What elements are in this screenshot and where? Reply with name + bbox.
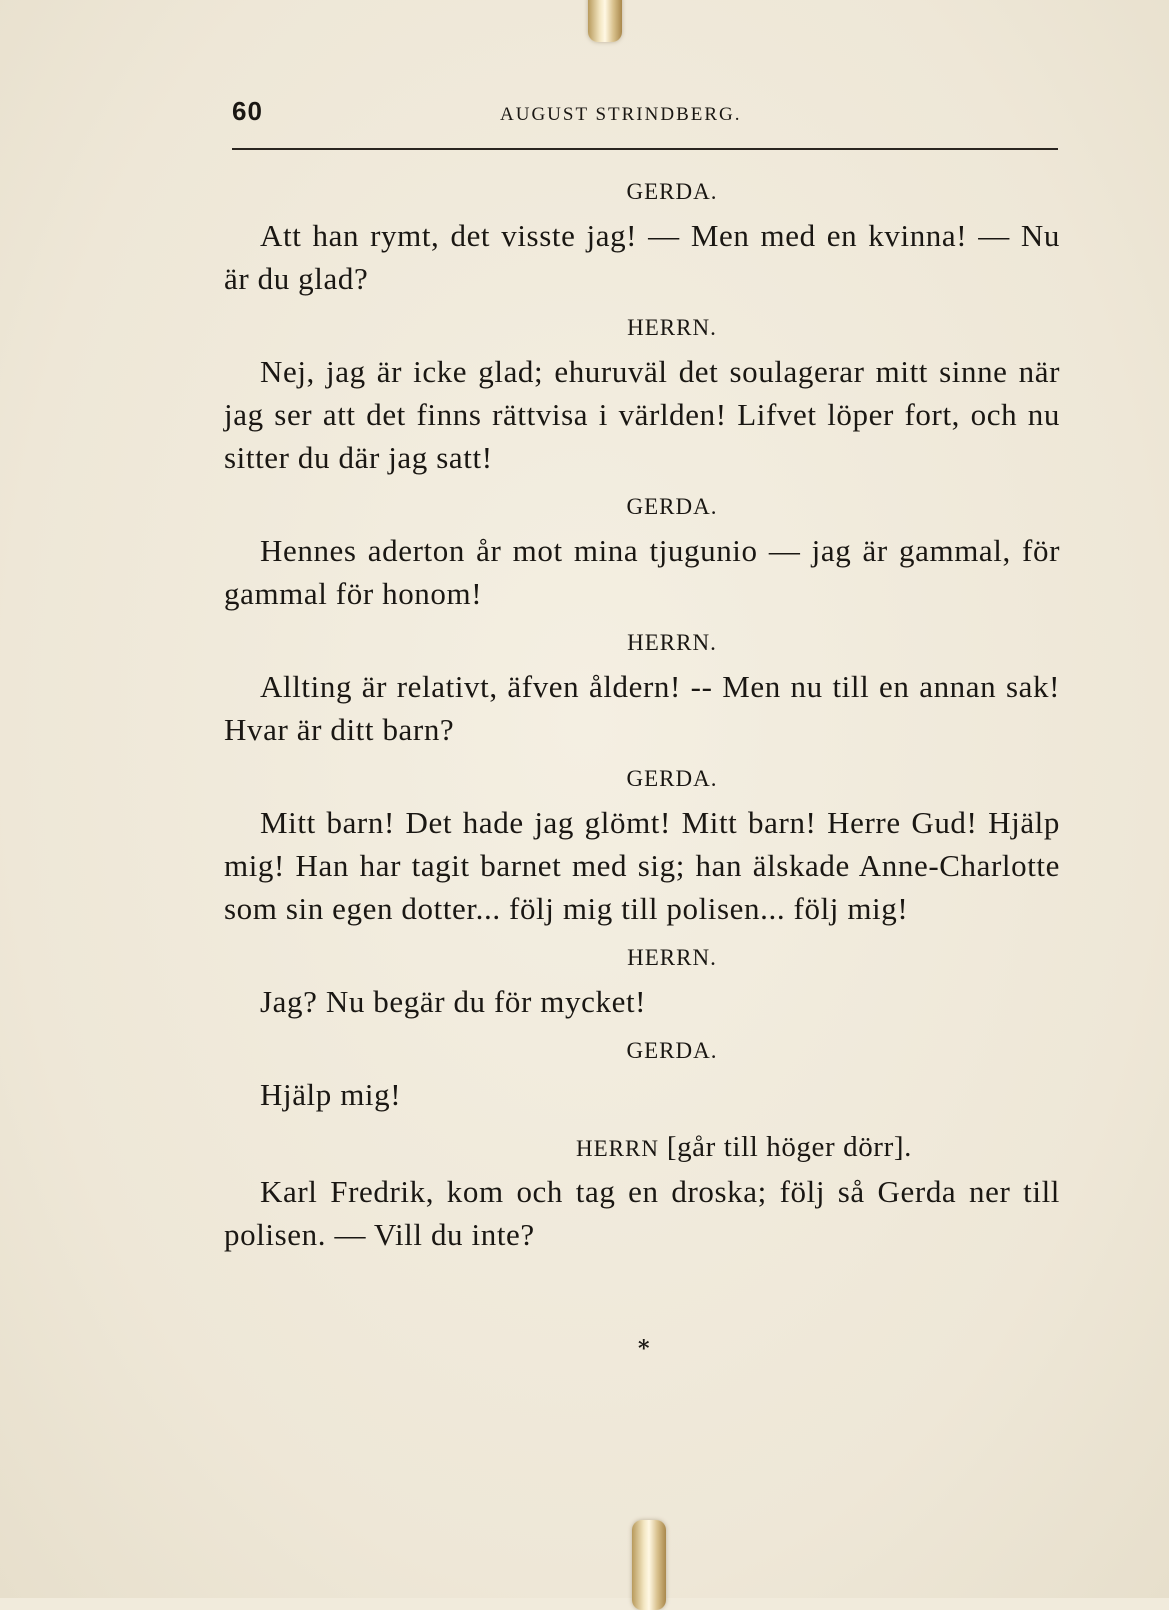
speaker-label: HERRN. <box>627 315 717 340</box>
page-number: 60 <box>232 96 263 126</box>
speech-paragraph: Att han rymt, det visste jag! — Men med en kvinna! — Nu är du glad? <box>224 218 1060 296</box>
ornament-asterisk: * <box>638 1336 650 1362</box>
staple-bottom <box>632 1520 666 1610</box>
speech-paragraph: Karl Fredrik, kom och tag en droska; följ så Gerda ner till polisen. — Vill du inte? <box>224 1174 1060 1252</box>
speaker-label: HERRN. <box>627 630 717 655</box>
speaker-label: HERRN. <box>627 945 717 970</box>
speech-paragraph: Allting är relativt, äfven åldern! -- Men nu till en annan sak! Hvar är ditt barn? <box>224 669 1060 747</box>
speaker-label: GERDA. <box>626 1038 718 1063</box>
speaker-label: HERRN <box>576 1136 659 1161</box>
speaker-label: GERDA. <box>626 179 718 204</box>
dialogue-text <box>224 176 1060 1256</box>
stage-direction-line <box>224 1126 1060 1170</box>
speech-paragraph: Nej, jag är icke glad; ehuruväl det soulagerar mitt sinne när jag ser att det finns rättvisa i världen! Lifvet löper fort, och nu sitter du där jag satt! <box>224 354 1060 475</box>
staple-top <box>588 0 622 42</box>
speech-paragraph: Hennes aderton år mot mina tjugunio — jag är gammal, för gammal för honom! <box>224 533 1060 611</box>
speech-paragraph: Jag? Nu begär du för mycket! <box>260 984 647 1019</box>
speaker-label: GERDA. <box>626 494 718 519</box>
running-head-author: AUGUST STRINDBERG. <box>500 104 742 125</box>
speech-paragraph: Hjälp mig! <box>260 1077 402 1112</box>
speech-paragraph: Mitt barn! Det hade jag glömt! Mitt barn! Herre Gud! Hjälp mig! Han har tagit barnet med sig; han älskade Anne-Charlotte som sin egen dotter... följ mig till polisen... följ mig! <box>224 805 1060 926</box>
running-head <box>232 96 1056 136</box>
header-rule <box>232 148 1058 150</box>
speaker-label: GERDA. <box>626 766 718 791</box>
stage-direction: [går till höger dörr]. <box>666 1131 912 1163</box>
